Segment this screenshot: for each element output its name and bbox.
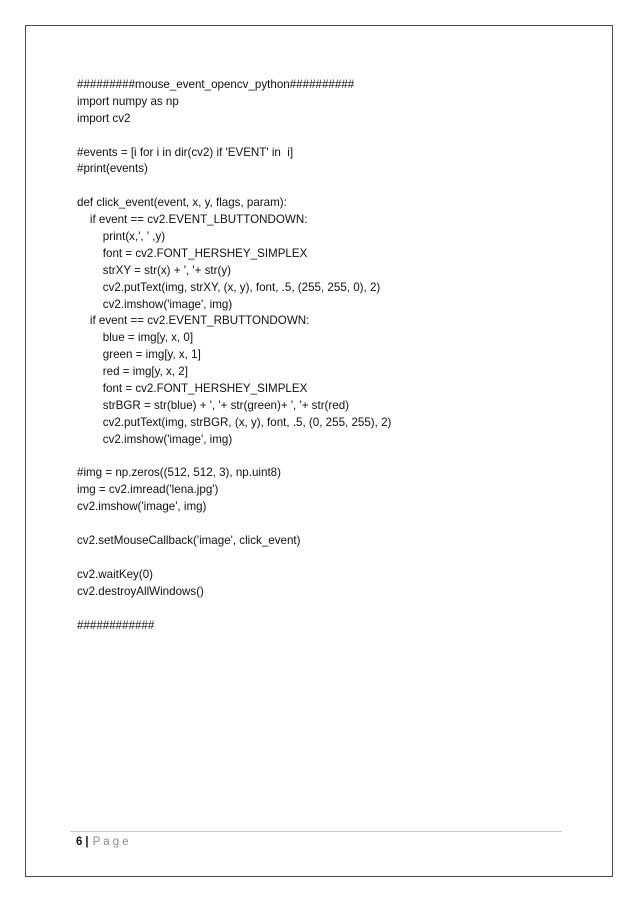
page-label: Page — [92, 836, 132, 848]
code-line: import cv2 — [77, 111, 131, 125]
code-line: #events = [i for i in dir(cv2) if 'EVENT' in i] — [77, 145, 294, 159]
code-line: strXY = str(x) + ', '+ str(y) — [77, 263, 231, 277]
code-line: cv2.imshow('image', img) — [77, 297, 233, 311]
footer-divider — [70, 831, 562, 832]
code-line: cv2.waitKey(0) — [77, 567, 154, 581]
code-line — [77, 178, 577, 195]
code-line: print(x,', ' ,y) — [77, 230, 166, 244]
footer-separator: | — [85, 836, 89, 848]
code-line: strBGR = str(blue) + ', '+ str(green)+ ', '+ str(red) — [77, 398, 350, 412]
code-line: if event == cv2.EVENT_LBUTTONDOWN: — [77, 213, 308, 227]
code-line: cv2.putText(img, strBGR, (x, y), font, .5, (0, 255, 255), 2) — [77, 415, 392, 429]
code-line: ############ — [77, 618, 155, 632]
code-line: cv2.putText(img, strXY, (x, y), font, .5, (255, 255, 0), 2) — [77, 280, 381, 294]
code-line: green = img[y, x, 1] — [77, 348, 201, 362]
code-line: img = cv2.imread('lena.jpg') — [77, 483, 219, 497]
code-line: red = img[y, x, 2] — [77, 365, 188, 379]
code-line: font = cv2.FONT_HERSHEY_SIMPLEX — [77, 246, 308, 260]
code-line: def click_event(event, x, y, flags, param): — [77, 196, 287, 210]
code-line — [77, 550, 577, 567]
code-line — [77, 601, 577, 618]
code-line: blue = img[y, x, 0] — [77, 331, 194, 345]
code-line — [77, 128, 577, 145]
page-number: 6 — [76, 836, 83, 848]
code-line: #print(events) — [77, 162, 148, 176]
code-line: font = cv2.FONT_HERSHEY_SIMPLEX — [77, 382, 308, 396]
code-line: cv2.setMouseCallback('image', click_event) — [77, 534, 301, 548]
code-block — [77, 77, 577, 634]
code-line: #########mouse_event_opencv_python########## — [77, 78, 355, 91]
code-line: cv2.imshow('image', img) — [77, 432, 233, 446]
code-line: #img = np.zeros((512, 512, 3), np.uint8) — [77, 466, 281, 480]
code-line: cv2.imshow('image', img) — [77, 500, 207, 514]
code-line: if event == cv2.EVENT_RBUTTONDOWN: — [77, 314, 310, 328]
code-line: cv2.destroyAllWindows() — [77, 584, 204, 598]
code-line — [77, 516, 577, 533]
code-line — [77, 449, 577, 466]
page-footer — [76, 836, 131, 848]
code-line: import numpy as np — [77, 94, 179, 108]
